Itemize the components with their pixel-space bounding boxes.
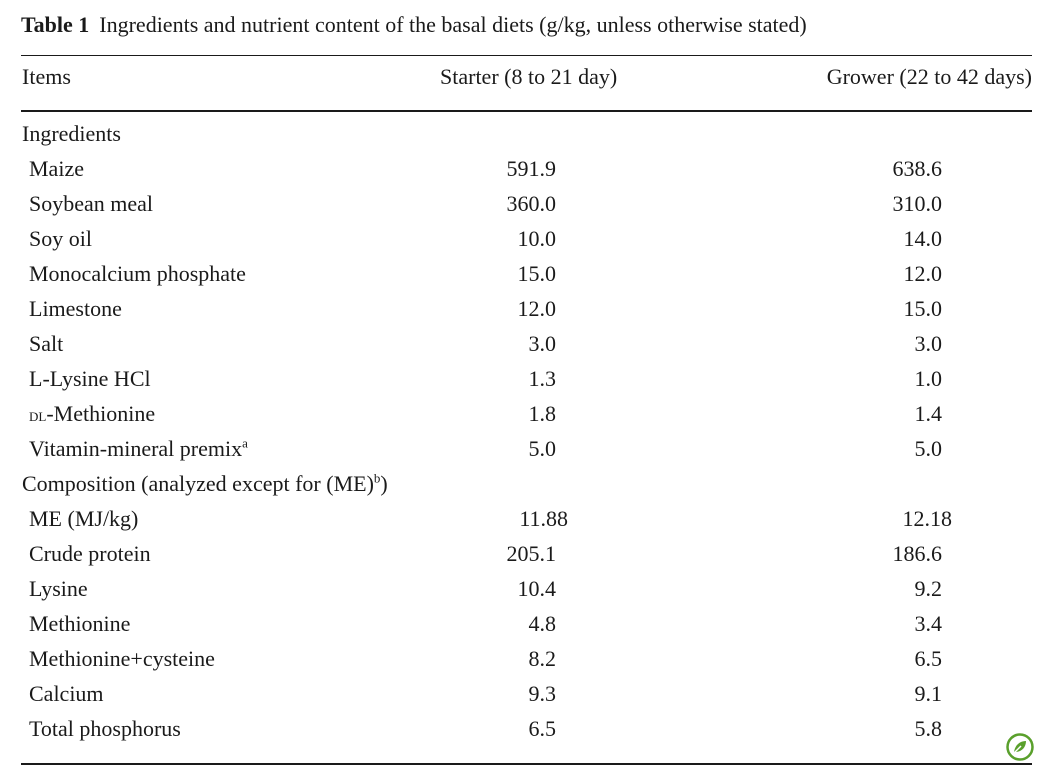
grower-value-vitamin-mineral-premix: 5.0	[914, 436, 942, 461]
starter-value-lysine: 10.4	[517, 576, 556, 601]
grower-value-dl-methionine: 1.4	[914, 401, 942, 426]
starter-value-soybean-meal: 360.0	[506, 191, 556, 216]
grower-value-methionine-cysteine: 6.5	[914, 646, 942, 671]
row-label-lysine: Lysine	[29, 576, 88, 601]
starter-value-limestone: 12.0	[517, 296, 556, 321]
row-label-salt: Salt	[29, 331, 64, 356]
header-rule	[21, 110, 1032, 112]
section-composition	[22, 470, 388, 498]
row-label-crude-protein: Crude protein	[29, 541, 151, 566]
starter-value-calcium: 9.3	[528, 681, 556, 706]
starter-value-salt: 3.0	[528, 331, 556, 356]
composition-close: )	[380, 471, 388, 496]
starter-value-crude-protein: 205.1	[506, 541, 556, 566]
grower-value-me: 12.18	[902, 506, 952, 531]
starter-value-soy-oil: 10.0	[517, 226, 556, 251]
grower-value-calcium: 9.1	[914, 681, 942, 706]
grower-value-soybean-meal: 310.0	[892, 191, 942, 216]
grower-value-total-phosphorus: 5.8	[914, 716, 942, 741]
starter-value-methionine-cysteine: 8.2	[528, 646, 556, 671]
row-label-maize: Maize	[29, 156, 84, 181]
footnote-marker-a: a	[242, 435, 248, 451]
grower-value-limestone: 15.0	[903, 296, 942, 321]
header-starter: Starter (8 to 21 day)	[440, 64, 618, 89]
header-items: Items	[22, 64, 71, 89]
starter-value-l-lysine-hcl: 1.3	[528, 366, 556, 391]
row-label-calcium: Calcium	[29, 681, 104, 706]
starter-value-methionine: 4.8	[528, 611, 556, 636]
premix-text: Vitamin-mineral premix	[29, 436, 243, 461]
starter-value-maize: 591.9	[506, 156, 556, 181]
row-label-dl-methionine	[29, 400, 155, 429]
starter-value-dl-methionine: 1.8	[528, 401, 556, 426]
grower-value-maize: 638.6	[892, 156, 942, 181]
row-label-vitamin-mineral-premix	[29, 435, 248, 463]
bottom-rule	[21, 763, 1032, 765]
grower-value-l-lysine-hcl: 1.0	[914, 366, 942, 391]
row-label-l-lysine-hcl: L-Lysine HCl	[29, 366, 151, 391]
starter-value-me: 11.88	[519, 506, 568, 531]
grower-value-soy-oil: 14.0	[903, 226, 942, 251]
row-label-methionine: Methionine	[29, 611, 131, 636]
starter-value-monocalcium-phosphate: 15.0	[517, 261, 556, 286]
table-number: Table 1	[21, 12, 90, 37]
row-label-monocalcium-phosphate: Monocalcium phosphate	[29, 261, 246, 286]
grower-value-salt: 3.0	[914, 331, 942, 356]
table-caption	[21, 11, 807, 39]
row-label-me: ME (MJ/kg)	[29, 506, 139, 531]
row-label-total-phosphorus: Total phosphorus	[29, 716, 181, 741]
dl-prefix: dl	[29, 405, 47, 425]
starter-value-vitamin-mineral-premix: 5.0	[528, 436, 556, 461]
row-label-soybean-meal: Soybean meal	[29, 191, 154, 216]
section-ingredients: Ingredients	[22, 121, 121, 146]
leaf-icon	[1006, 733, 1034, 761]
row-label-methionine-cysteine: Methionine+cysteine	[29, 646, 215, 671]
grower-value-methionine: 3.4	[914, 611, 942, 636]
top-rule	[21, 55, 1032, 56]
grower-value-crude-protein: 186.6	[892, 541, 942, 566]
dl-methionine-text: -Methionine	[46, 401, 156, 426]
table-title: Ingredients and nutrient content of the basal diets (g/kg, unless otherwise stated)	[99, 12, 807, 37]
row-label-limestone: Limestone	[29, 296, 122, 321]
header-grower: Grower (22 to 42 days)	[826, 64, 1032, 89]
starter-value-total-phosphorus: 6.5	[528, 716, 556, 741]
grower-value-lysine: 9.2	[914, 576, 942, 601]
grower-value-monocalcium-phosphate: 12.0	[903, 261, 942, 286]
footnote-marker-b: b	[373, 470, 381, 486]
composition-text: Composition (analyzed except for (ME)	[22, 471, 374, 496]
row-label-soy-oil: Soy oil	[29, 226, 92, 251]
